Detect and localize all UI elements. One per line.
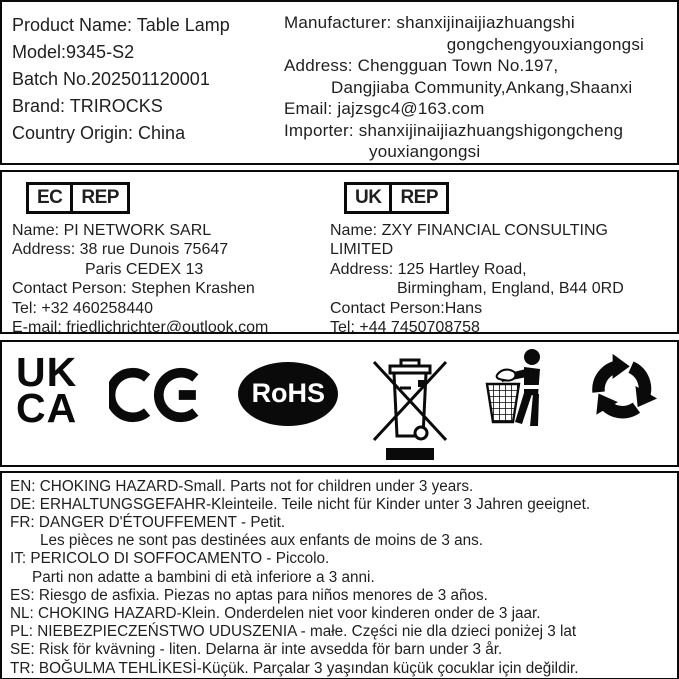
warning-line-fr: FR: DANGER D'ÉTOUFFEMENT - Petit. [10, 513, 286, 531]
importer-line: youxiangongsi [369, 142, 481, 161]
importer-line: Importer: shanxijinaijiazhuangshigongcheng [284, 120, 624, 140]
ec-rep-address: Paris CEDEX 13 [85, 260, 204, 278]
product-name: Product Name: Table Lamp [12, 15, 230, 35]
ec-rep-email: E-mail: friedlichrichter@outlook.com [12, 319, 269, 336]
manufacturer-line: gongchengyouxiangongsi [446, 34, 644, 54]
ukca-top-text: UK [16, 348, 78, 395]
ec-rep-address: Address: 38 rue Dunois 75647 [12, 241, 229, 258]
product-brand: Brand: TRIROCKS [12, 96, 163, 116]
warning-line-it-cont: Parti non adatte a bambini di età inferiore a 3 anni. [32, 568, 375, 586]
ec-rep-badge-right: REP [70, 185, 127, 211]
ec-rep-badge-left: EC [37, 186, 63, 208]
manufacturer-address: Address: Chengguan Town No.197, [284, 56, 559, 75]
uk-rep-badge [344, 182, 449, 214]
tidyman-icon [481, 348, 551, 439]
representatives-box [0, 170, 679, 334]
warning-line-en: EN: CHOKING HAZARD-Small. Parts not for children under 3 years. [10, 477, 474, 495]
warning-line-se: SE: Risk för kvävning - liten. Delarna är inte avsedda för barn under 3 år. [10, 641, 503, 659]
product-details [12, 12, 284, 163]
rohs-mark-icon [238, 362, 338, 426]
weee-crossed-bin-icon [370, 348, 450, 465]
ec-rep-name: Name: PI NETWORK SARL [12, 221, 212, 239]
warning-line-pl: PL: NIEBEZPIECZEŃSTWO UDUSZENIA - małe. Części nie dla dzieci poniżej 3 lat [10, 623, 577, 641]
warning-line-tr: TR: BOĞULMA TEHLİKESİ-Küçük. Parçalar 3 yaşından küçük çocuklar için değildir. [10, 659, 579, 677]
uk-rep-name: Name: ZXY FINANCIAL CONSULTING LIMITED [330, 221, 608, 258]
manufacturer-address: Dangjiaba Community,Ankang,Shaanxi [331, 77, 633, 97]
product-batch: Batch No.202501120001 [12, 69, 210, 89]
warning-line-nl: NL: CHOKING HAZARD-Klein. Onderdelen niet voor kinderen onder de 3 jaar. [10, 604, 541, 622]
manufacturer-details [284, 12, 669, 163]
manufacturer-line: Manufacturer: shanxijinaijiazhuangshi [284, 13, 575, 32]
compliance-marks-box [0, 340, 679, 467]
ec-rep-tel: Tel: +32 460258440 [12, 299, 154, 317]
manufacturer-email: Email: jajzsgc4@163.com [284, 99, 485, 118]
ukca-bottom-text: CA [16, 384, 78, 431]
warnings-box [0, 471, 679, 679]
ec-rep-section [12, 181, 330, 336]
warning-line-de: DE: ERHALTUNGSGEFAHR-Kleinteile. Teile nicht für Kinder unter 3 Jahren geeignet. [10, 495, 591, 513]
warning-line-it: IT: PERICOLO DI SOFFOCAMENTO - Piccolo. [10, 550, 330, 568]
ec-rep-contact: Contact Person: Stephen Krashen [12, 280, 255, 297]
uk-rep-badge-right: REP [389, 185, 446, 211]
ce-mark-icon [109, 356, 207, 439]
uk-rep-section [330, 181, 673, 336]
uk-rep-contact: Contact Person:Hans [330, 299, 483, 317]
uk-rep-address: Birmingham, England, B44 0RD [397, 280, 624, 297]
warning-line-es: ES: Riesgo de asfixia. Piezas no aptas para niños menores de 3 años. [10, 586, 488, 604]
uk-rep-badge-left: UK [355, 186, 382, 208]
ukca-mark-icon [16, 348, 78, 431]
uk-rep-tel: Tel: +44 7450708758 [330, 319, 480, 336]
ec-rep-badge [26, 182, 130, 214]
product-model: Model:9345-S2 [12, 42, 135, 62]
product-info-box [0, 0, 679, 165]
rohs-label: RoHS [251, 378, 326, 408]
product-origin: Country Origin: China [12, 123, 186, 143]
warning-line-fr-cont: Les pièces ne sont pas destinées aux enfants de moins de 3 ans. [40, 532, 484, 550]
recycling-icon [583, 350, 661, 433]
uk-rep-address: Address: 125 Hartley Road, [330, 260, 527, 278]
